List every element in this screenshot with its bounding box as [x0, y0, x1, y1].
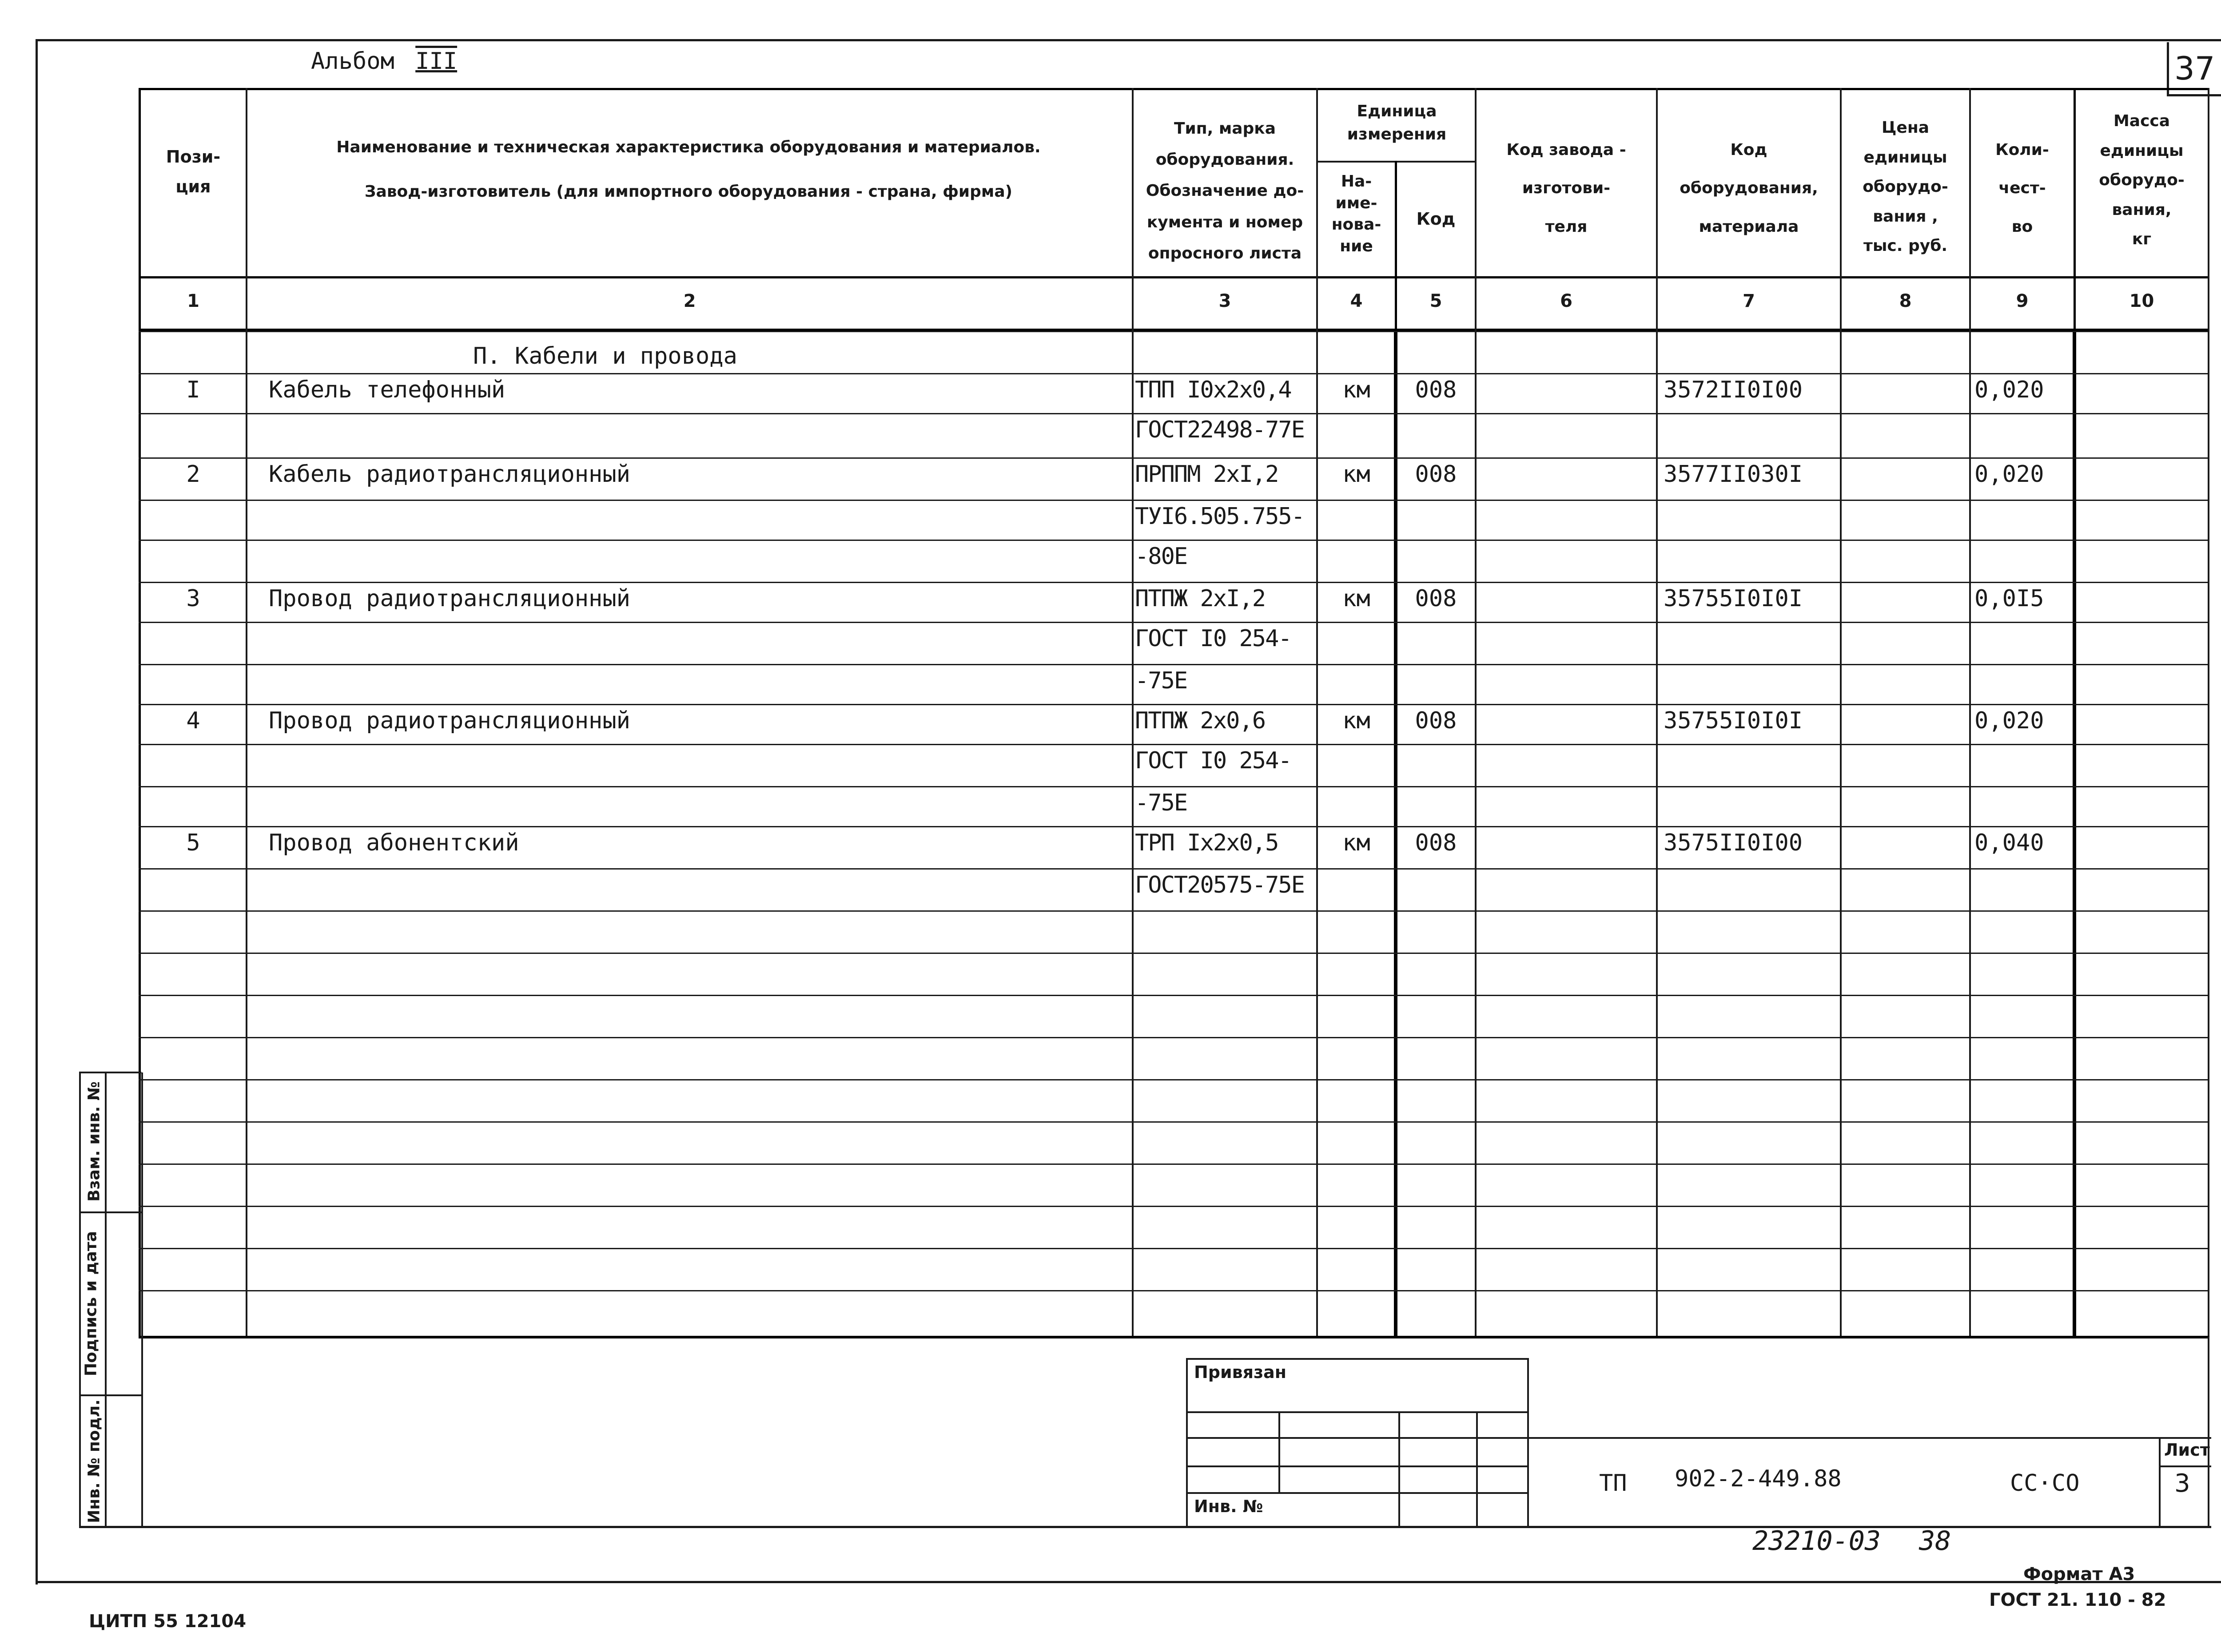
sheet-label: Лист: [2164, 1440, 2210, 1460]
row-line: [139, 1206, 2209, 1207]
cell-pos: 5: [186, 830, 200, 856]
row-line: [139, 786, 2209, 787]
cell-code: 008: [1415, 585, 1457, 612]
cell-code: 008: [1415, 377, 1457, 403]
bottom-frame-left: [141, 1337, 143, 1528]
cell-unit: км: [1342, 585, 1370, 612]
row-line: [139, 582, 2209, 583]
col-line-7: [1840, 88, 1842, 1338]
doc-suffix: СС·СО: [2010, 1470, 2080, 1497]
cell-type: ГОСТ22498-77Е: [1135, 417, 1304, 443]
row-line: [139, 413, 2209, 414]
cell-qty: 0,040: [1974, 830, 2044, 856]
archive-number: [1752, 1525, 1951, 1557]
cell-type: -75Е: [1135, 667, 1187, 694]
cell-type: -80Е: [1135, 543, 1187, 570]
body-frame-right: [2073, 331, 2076, 1338]
cell-type: ТРП Iх2х0,5: [1135, 830, 1278, 856]
doc-prefix: ТП: [1599, 1470, 1627, 1497]
linked-box-v3: [1476, 1411, 1478, 1528]
cell-type: ТПП I0х2х0,4: [1135, 377, 1291, 403]
section-title: П. Кабели и провода: [473, 343, 737, 369]
colnum-5: 5: [1429, 291, 1442, 311]
side-label-replacement: Взам. инв. №: [85, 1081, 103, 1202]
cell-code: 008: [1415, 707, 1457, 734]
row-line: [139, 1079, 2209, 1080]
colnum-4: 4: [1350, 291, 1363, 311]
cell-pos: 3: [186, 585, 200, 612]
row-line: [139, 1164, 2209, 1165]
cell-type: ГОСТ20575-75Е: [1135, 872, 1304, 898]
row-line: [139, 1248, 2209, 1249]
body-bottom-line: [139, 1336, 2209, 1338]
cell-name: Провод радиотрансляционный: [269, 707, 630, 734]
header-bottom-line: [139, 276, 2209, 278]
col-line-6: [1656, 88, 1658, 1338]
cell-name: Кабель радиотрансляционный: [269, 461, 630, 488]
linked-box-right: [1527, 1358, 1529, 1528]
album-word: Альбом: [311, 48, 394, 75]
cell-qty: 0,020: [1974, 377, 2044, 403]
archive-page: 38: [1919, 1525, 1951, 1557]
row-line: [139, 622, 2209, 623]
colnum-2: 2: [683, 291, 696, 311]
linked-box-left: [1186, 1358, 1188, 1528]
cell-pos: 4: [186, 707, 200, 734]
cell-type: ГОСТ I0 254-: [1135, 625, 1291, 652]
header-col6: Код завода - изготови- теля: [1506, 141, 1626, 236]
row-line: [139, 704, 2209, 705]
row-line: [139, 457, 2209, 459]
row-line: [139, 1037, 2209, 1038]
cell-type: ПТПЖ 2х0,6: [1135, 707, 1266, 734]
sheet-box-left: [2159, 1437, 2161, 1528]
header-col5: Код: [1416, 209, 1456, 229]
outer-frame-top: [36, 39, 2221, 41]
cell-mat-code: 3572II0I00: [1664, 377, 1803, 403]
linked-label: Привязан: [1194, 1362, 1287, 1382]
row-line: [139, 995, 2209, 996]
colnum-8: 8: [1899, 291, 1912, 311]
side-label-signature: Подпись и дата: [82, 1231, 100, 1376]
album-label: [311, 48, 457, 75]
print-mark: ЦИТП 55 12104: [89, 1611, 247, 1632]
sheet-box-mid: [2159, 1465, 2211, 1467]
cell-qty: 0,0I5: [1974, 585, 2044, 612]
colnum-1: 1: [187, 291, 199, 311]
header-col1: Пози- ция: [166, 147, 221, 196]
colnum-3: 3: [1218, 291, 1231, 311]
cell-unit: км: [1342, 707, 1370, 734]
outer-frame-bottom: [36, 1581, 2221, 1583]
cell-type: ПТПЖ 2хI,2: [1135, 585, 1266, 612]
side-strip-left: [79, 1072, 81, 1528]
sheet-corner-number: 37: [2174, 50, 2215, 87]
cell-unit: км: [1342, 461, 1370, 488]
row-line: [139, 1290, 2209, 1291]
header-col7: Код оборудования, материала: [1680, 141, 1818, 236]
side-label-inventory: Инв. № подл.: [85, 1399, 103, 1523]
cell-mat-code: 3575II0I00: [1664, 830, 1803, 856]
cell-mat-code: 35755I0I0I: [1664, 585, 1803, 612]
colnum-10: 10: [2129, 291, 2154, 311]
header-col3: Тип, марка оборудования. Обозначение до- кумента и номер опросного листа: [1146, 119, 1304, 262]
row-line: [139, 664, 2209, 665]
doc-number: 902-2-449.88: [1675, 1465, 1842, 1492]
row-line: [139, 826, 2209, 827]
side-strip-mid: [105, 1072, 107, 1528]
row-line: [139, 500, 2209, 501]
linked-box-v2: [1398, 1411, 1400, 1528]
col-line-2: [1132, 88, 1134, 1338]
side-strip-top: [79, 1072, 141, 1073]
cell-qty: 0,020: [1974, 461, 2044, 488]
cell-code: 008: [1415, 461, 1457, 488]
row-line: [139, 868, 2209, 870]
header-col9: Коли- чест- во: [1995, 141, 2049, 236]
colnum-6: 6: [1560, 291, 1572, 311]
row-line: [139, 373, 2209, 374]
colnum-7: 7: [1743, 291, 1755, 311]
cell-unit: км: [1342, 377, 1370, 403]
header-col10: Масса единицы оборудо- вания, кг: [2099, 112, 2185, 249]
sheet-number: 3: [2174, 1469, 2190, 1498]
col-line-5: [1475, 88, 1477, 1338]
cell-mat-code: 35755I0I0I: [1664, 707, 1803, 734]
cell-name: Кабель телефонный: [269, 377, 505, 403]
sheet-box-right: [2208, 1337, 2209, 1528]
cell-type: ТУI6.505.755-: [1135, 503, 1304, 530]
col-line-10: [2208, 88, 2209, 1338]
row-line: [139, 1121, 2209, 1123]
cell-type: -75Е: [1135, 790, 1187, 816]
designation-top: [1528, 1437, 2211, 1439]
col-line-8: [1969, 88, 1971, 1338]
header-col2-line2: Завод-изготовитель (для импортного оборудования - страна, фирма): [364, 183, 1013, 201]
header-col4: На- име- нова- ние: [1331, 172, 1381, 255]
linked-box-top: [1186, 1358, 1528, 1360]
header-col8: Цена единицы оборудо- вания , тыс. руб.: [1863, 119, 1948, 255]
cell-name: Провод радиотрансляционный: [269, 585, 630, 612]
album-numeral: III: [415, 48, 458, 75]
row-line: [139, 744, 2209, 745]
cell-pos: I: [186, 377, 200, 403]
cell-unit: км: [1342, 830, 1370, 856]
header-col2-line1: Наименование и техническая характеристика оборудования и материалов.: [336, 138, 1041, 156]
cell-mat-code: 3577II030I: [1664, 461, 1803, 488]
inventory-label: Инв. №: [1194, 1497, 1263, 1516]
row-line: [139, 540, 2209, 541]
col-line-1: [246, 88, 247, 1338]
row-line: [139, 953, 2209, 954]
cell-qty: 0,020: [1974, 707, 2044, 734]
archive-code: 23210-03: [1752, 1525, 1881, 1557]
format-label: Формат А3: [2023, 1564, 2135, 1584]
corner-box-left: [2167, 42, 2169, 95]
cell-type: ГОСТ I0 254-: [1135, 747, 1291, 774]
row-line: [139, 331, 2209, 332]
cell-name: Провод абонентский: [269, 830, 519, 856]
cell-pos: 2: [186, 461, 200, 488]
linked-box-v1: [1278, 1411, 1280, 1493]
colnum-9: 9: [2016, 291, 2029, 311]
row-line: [139, 910, 2209, 912]
header-unit-group: Единица измерения: [1347, 102, 1447, 144]
cell-code: 008: [1415, 830, 1457, 856]
cell-type: ПРППМ 2хI,2: [1135, 461, 1278, 488]
outer-frame-left: [36, 39, 38, 1584]
table-top-line: [139, 88, 2209, 90]
gost-label: ГОСТ 21. 110 - 82: [1989, 1590, 2166, 1610]
corner-box-bottom: [2167, 94, 2221, 96]
